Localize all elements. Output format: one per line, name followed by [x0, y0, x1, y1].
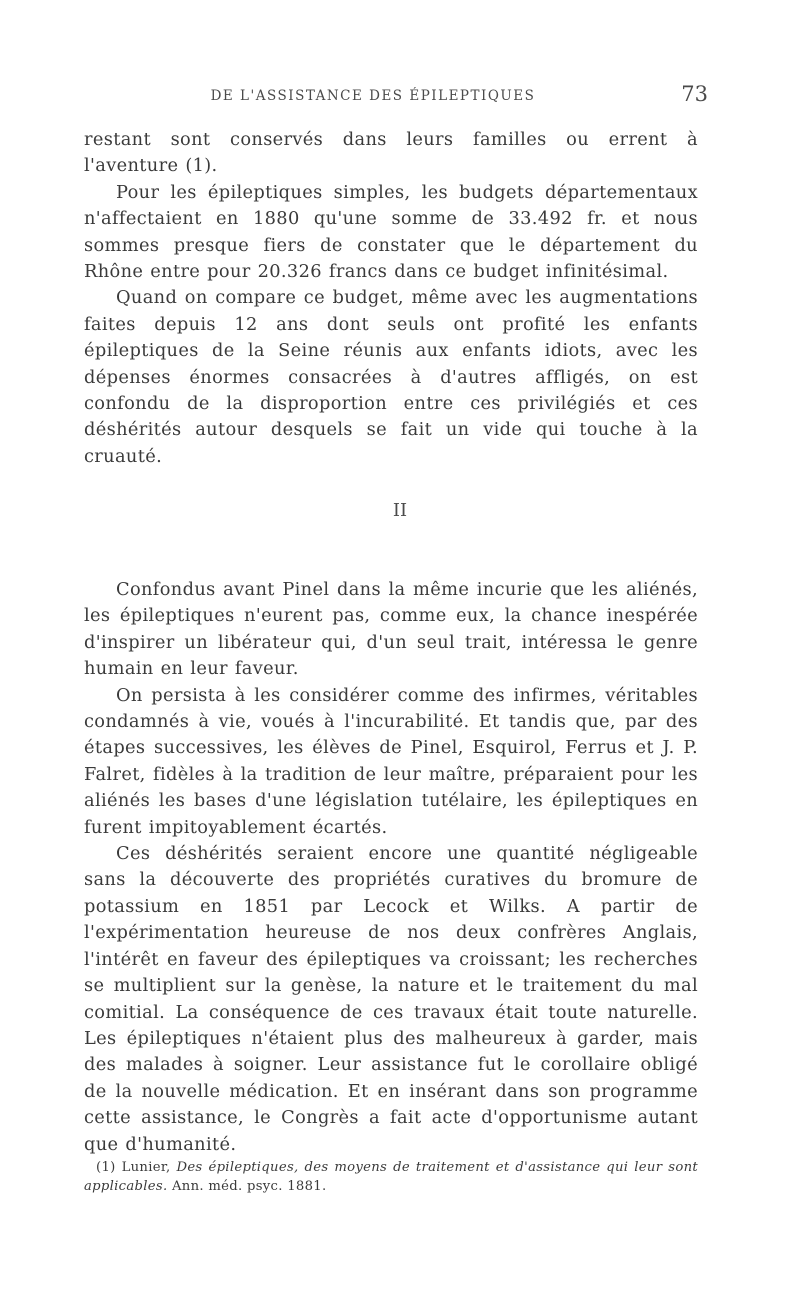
footnote-mark: (1): [96, 1160, 116, 1175]
footnote-title: Des épileptiques, des moyens de traitement et d'assistance qui leur sont applicables.: [84, 1160, 698, 1194]
running-header: DE L'ASSISTANCE DES ÉPILEPTIQUES: [210, 88, 536, 104]
paragraph: Ces déshérités seraient encore une quantité négligeable sans la découverte des propriétés curatives du bromure de potassium en 1851 par Lecock et Wilks. A partir de l'expérimentation heureuse de nos deux confrères Anglais, l'intérêt en faveur des épileptiques va croissant; les recherches se multiplient sur la genèse, la nature et le traitement du mal comitial. La conséquence de ces travaux était toute naturelle. Les épileptiques n'étaient plus des malheureux à garder, mais des malades à soigner. Leur assistance fut le corollaire obligé de la nouvelle médication. Et en insérant dans son programme cette assistance, le Congrès a fait acte d'opportunisme autant que d'humanité.: [84, 843, 698, 1155]
body-text-section-1: [84, 127, 698, 470]
footnote-source: Ann. méd. psyc. 1881.: [171, 1179, 327, 1194]
footnote: [84, 1158, 698, 1196]
paragraph: On persista à les considérer comme des infirmes, véritables condamnés à vie, voués à l'incurabilité. Et tandis que, par des étapes successives, les élèves de Pinel, Esquirol, Ferrus et J. P. Falret, fidèles à la tradition de leur maître, préparaient pour les aliénés les bases d'une législation tutélaire, les épileptiques en furent impitoyablement écartés.: [84, 684, 698, 838]
paragraph: Pour les épileptiques simples, les budgets départementaux n'affectaient en 1880 qu'une somme de 33.492 fr. et nous sommes presque fiers de constater que le département du Rhône entre pour 20.326 francs dans ce budget infinitésimal.: [84, 181, 698, 283]
footnote-author: Lunier,: [121, 1160, 171, 1175]
body-text-section-2: [84, 577, 698, 1158]
paragraph: Confondus avant Pinel dans la même incurie que les aliénés, les épileptiques n'eurent pas, comme eux, la chance inespérée d'inspirer un libérateur qui, d'un seul trait, intéressa le genre humain en leur faveur.: [84, 579, 698, 680]
page-number: 73: [681, 82, 708, 106]
section-heading: II: [392, 500, 408, 521]
paragraph: restant sont conservés dans leurs familles ou errent à l'aventure (1).: [84, 129, 698, 177]
paragraph: Quand on compare ce budget, même avec les augmentations faites depuis 12 ans dont seuls ont profité les enfants épileptiques de la Seine réunis aux enfants idiots, avec les dépenses énormes consacrées à d'autres affligés, on est confondu de la disproportion entre ces privilégiés et ces déshérités autour desquels se fait un vide qui touche à la cruauté.: [84, 287, 698, 467]
